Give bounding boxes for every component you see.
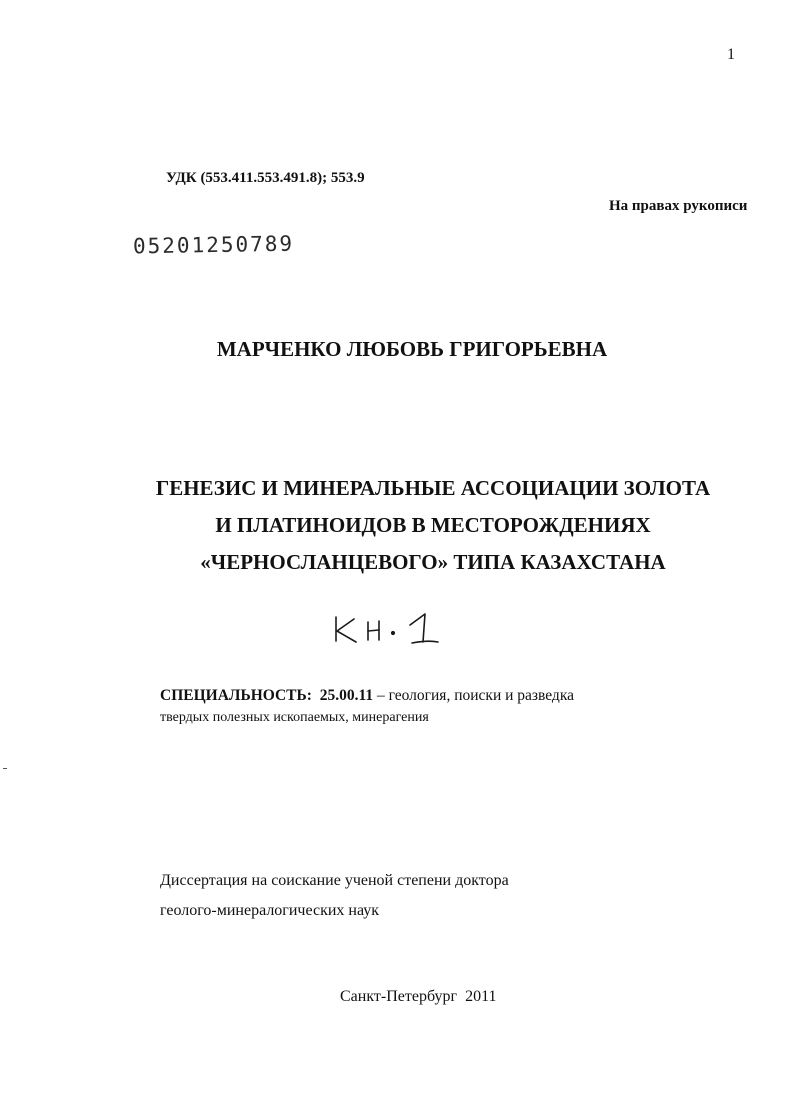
page-number: 1 [727,46,735,63]
dissertation-degree [160,866,509,926]
specialty-description-2: твердых полезных ископаемых, минерагения [160,710,429,725]
author-name: МАРЧЕНКО ЛЮБОВЬ ГРИГОРЬЕВНА [216,337,608,361]
specialty-line-1 [160,682,574,710]
handwritten-volume-drawing [330,609,460,649]
margin-mark [3,768,7,769]
stamp-number: 05201250789 [132,231,295,259]
manuscript-rights-note: На правах рукописи [609,198,748,214]
dissertation-line-2: геолого-минералогических наук [160,902,380,919]
dissertation-title [100,470,766,581]
specialty-label: СПЕЦИАЛЬНОСТЬ: [160,687,312,704]
specialty-code: 25.00.11 [319,687,374,704]
handwritten-volume-note [330,609,460,649]
title-line-1: ГЕНЕЗИС И МИНЕРАЛЬНЫЕ АССОЦИАЦИИ ЗОЛОТА [155,476,711,500]
udc-code: УДК (553.411.553.491.8); 553.9 [166,170,365,186]
specialty-description-1: – геология, поиски и разведка [373,687,574,704]
city-year: Санкт-Петербург 2011 [340,988,497,1005]
title-line-3: «ЧЕРНОСЛАНЦЕВОГО» ТИПА КАЗАХСТАНА [200,550,666,574]
dissertation-line-1: Диссертация на соискание ученой степени доктора [160,872,509,889]
title-line-2: И ПЛАТИНОИДОВ В МЕСТОРОЖДЕНИЯХ [215,513,651,537]
